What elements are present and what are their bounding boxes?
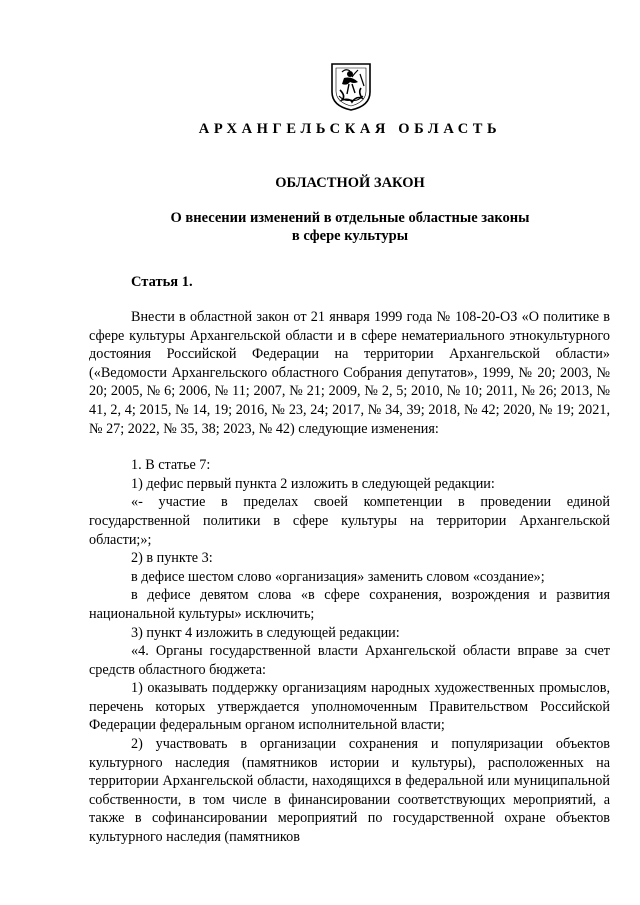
paragraph-item: 3) пункт 4 изложить в следующей редакции:	[131, 624, 400, 641]
article-body	[89, 308, 610, 847]
arkhangelsk-coat-of-arms-icon	[330, 62, 372, 112]
paragraph-item: 1) оказывать поддержку организациям народных художественных промыслов, перечень которых утверждается уполномоченным Правительством Российской Федерации федеральным органом исполнительной власти;	[89, 680, 610, 734]
document-type: ОБЛАСТНОЙ ЗАКОН	[275, 175, 425, 191]
article-heading: Статья 1.	[131, 274, 193, 290]
paragraph-item: 1) дефис первый пункта 2 изложить в следующей редакции:	[131, 475, 495, 492]
paragraph-item: «4. Органы государственной власти Архангельской области вправе за счет средств областного бюджета:	[89, 643, 610, 678]
paragraph-item: 2) в пункте 3:	[131, 550, 213, 567]
paragraph-intro: Внести в областной закон от 21 января 1999 года № 108-20-ОЗ «О политике в сфере культуры Архангельской области и в сфере нематериального этнокультурного достояния Российской Федерации на территории Архангельской области» («Ведомости Архангельского областного Собрания депутатов», 1999, № 20; 2003, № 20; 2005, № 6; 2006, № 11; 2007, № 21; 2009, № 2, 5; 2010, № 10; 2011, № 26; 2013, № 41, 2, 4; 2015, № 14, 19; 2016, № 23, 24; 2017, № 34, 39; 2018, № 42; 2020, № 19; 2021, № 27; 2022, № 35, 38; 2023, № 42) следующие изменения:	[89, 309, 610, 437]
paragraph-item: в дефисе девятом слова «в сфере сохранения, возрождения и развития национальной культуры» исключить;	[89, 587, 610, 622]
paragraph-item: 1. В статье 7:	[131, 457, 211, 474]
paragraph-item: «- участие в пределах своей компетенции в проведении единой государственной политики в сфере культуры на территории Архангельской области;»;	[89, 494, 610, 548]
document-title-line1: О внесении изменений в отдельные областные законы	[170, 210, 530, 226]
document-title	[90, 209, 610, 245]
region-name: АРХАНГЕЛЬСКАЯ ОБЛАСТЬ	[198, 121, 502, 137]
paragraph-item: в дефисе шестом слово «организация» заменить словом «создание»;	[131, 568, 545, 585]
paragraph-item: 2) участвовать в организации сохранения и популяризации объектов культурного наследия (памятников истории и культуры), расположенных на территории Архангельской области, находящихся в федеральной или муниципальной собственности, в том числе в финансировании соответствующих мероприятий, а также в софинансировании мероприятий по государственной охране объектов культурного наследия (памятников	[89, 736, 610, 846]
document-title-line2: в сфере культуры	[291, 228, 409, 244]
